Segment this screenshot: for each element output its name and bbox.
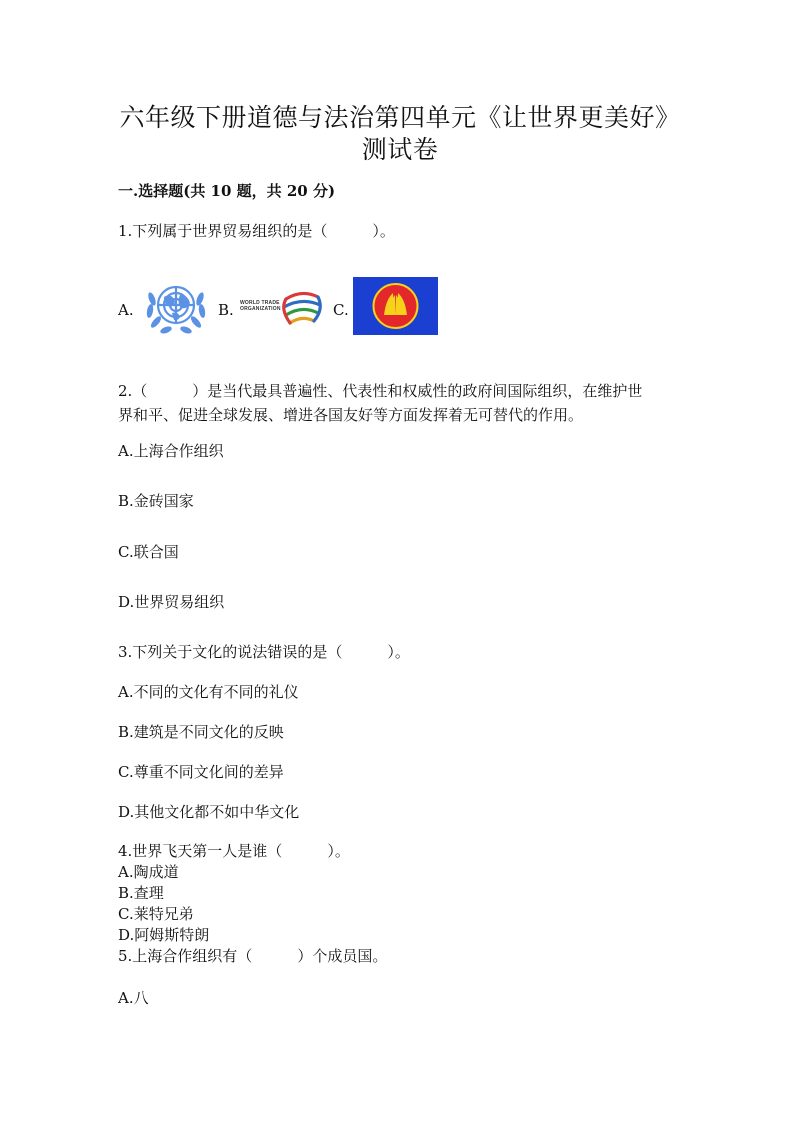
question-5-stem: 5.上海合作组织有（ ）个成员国。 (118, 947, 388, 965)
wto-logo-text-line2: ORGANIZATION (240, 306, 281, 312)
wto-logo (238, 283, 338, 335)
question-2-option-b: B.金砖国家 (118, 492, 194, 510)
asean-flag-icon (353, 277, 438, 335)
question-1-option-c-label: C. (333, 301, 349, 319)
section-heading: 一.选择题(共 10 题，共 20 分) (118, 182, 336, 200)
question-5-option-a: A.八 (118, 989, 149, 1007)
question-3-option-b: B.建筑是不同文化的反映 (118, 723, 284, 741)
question-2-stem-line2: 界和平、促进全球发展、增进各国友好等方面发挥着无可替代的作用。 (118, 406, 584, 424)
page-title-line2: 测试卷 (361, 135, 439, 164)
question-1-option-b-label: B. (218, 301, 234, 319)
question-1-stem: 1.下列属于世界贸易组织的是（ ）。 (118, 222, 395, 240)
un-emblem-icon (142, 277, 210, 337)
question-3-option-d: D.其他文化都不如中华文化 (118, 803, 300, 821)
question-2-option-a: A.上海合作组织 (118, 442, 224, 460)
wto-logo-text-line1: WORLD TRADE (240, 300, 280, 306)
question-3-option-c: C.尊重不同文化间的差异 (118, 763, 284, 781)
question-3-stem: 3.下列关于文化的说法错误的是（ ）。 (118, 643, 410, 661)
page-title-line1: 六年级下册道德与法治第四单元《让世界更美好》 (119, 103, 681, 132)
question-2-option-d: D.世界贸易组织 (118, 593, 225, 611)
question-2-option-c: C.联合国 (118, 543, 179, 561)
wto-swirl-icon (278, 285, 326, 333)
question-4-option-a: A.陶成道 (118, 863, 179, 881)
question-2-stem-line1: 2.（ ）是当代最具普遍性、代表性和权威性的政府间国际组织，在维护世 (118, 382, 643, 400)
question-3-option-a: A.不同的文化有不同的礼仪 (118, 683, 299, 701)
question-1-option-a-label: A. (118, 301, 134, 319)
question-4-option-d: D.阿姆斯特朗 (118, 926, 210, 944)
question-4-option-b: B.查理 (118, 884, 164, 902)
question-4-stem: 4.世界飞天第一人是谁（ ）。 (118, 842, 350, 860)
question-4-option-c: C.莱特兄弟 (118, 905, 194, 923)
